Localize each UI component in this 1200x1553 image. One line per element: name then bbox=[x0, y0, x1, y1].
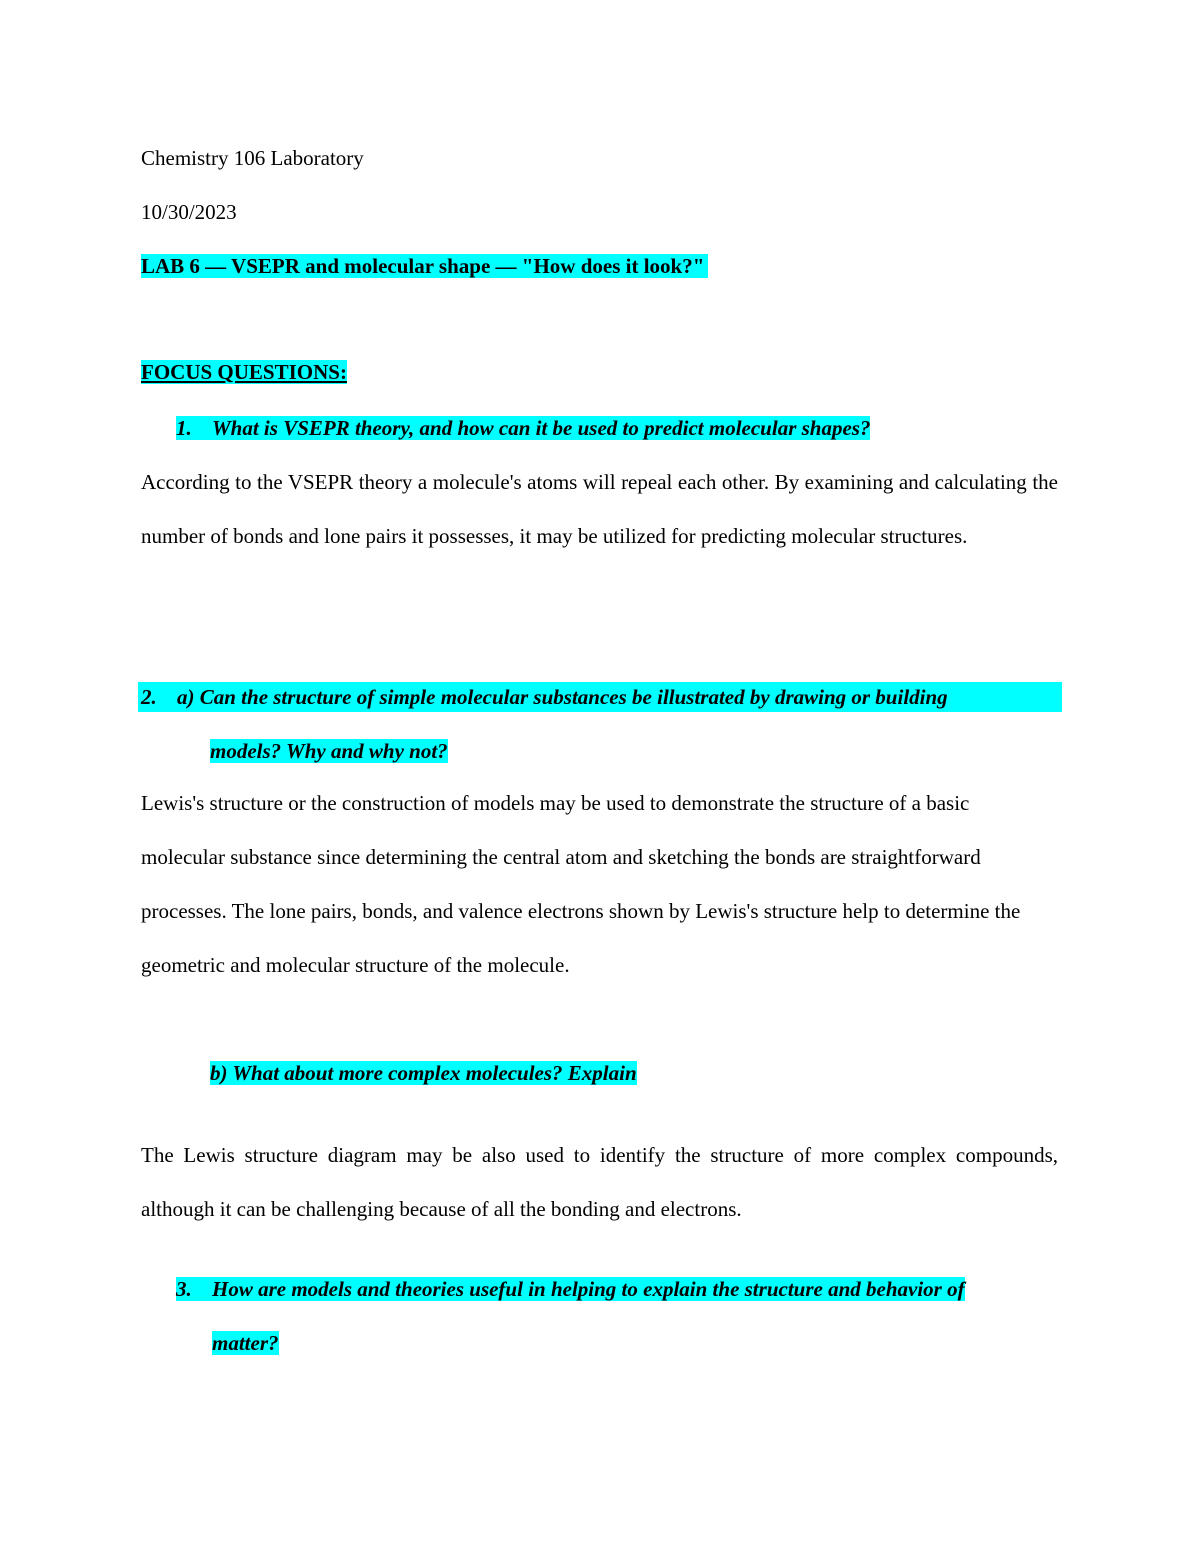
answer-2b: The Lewis structure diagram may be also used to identify the structure of more complex compounds, although it can be challenging because of all the bonding and electrons. bbox=[141, 1143, 1058, 1221]
question-2a-text-2: models? Why and why not? bbox=[210, 739, 448, 763]
question-1-text: What is VSEPR theory, and how can it be used to predict molecular shapes? bbox=[212, 416, 871, 440]
question-1-highlight bbox=[176, 416, 870, 440]
question-2a-text-1: a) Can the structure of simple molecular substances be illustrated by drawing or building bbox=[177, 685, 948, 709]
question-2b-text: b) What about more complex molecules? Explain bbox=[210, 1061, 637, 1085]
lab-title: LAB 6 — VSEPR and molecular shape — "How does it look?" bbox=[141, 254, 708, 278]
focus-heading-line bbox=[141, 359, 347, 385]
answer-1: According to the VSEPR theory a molecule's atoms will repeal each other. By examining and calculating the number of bonds and lone pairs it possesses, it may be utilized for predicting molecular structures. bbox=[141, 470, 1058, 548]
question-2-number: 2. bbox=[141, 685, 157, 709]
question-3-highlight bbox=[176, 1277, 965, 1301]
question-3-text-2: matter? bbox=[212, 1331, 279, 1355]
document-date: 10/30/2023 bbox=[141, 200, 237, 224]
focus-questions-heading: FOCUS QUESTIONS: bbox=[141, 360, 347, 384]
question-1-number: 1. bbox=[176, 416, 192, 440]
question-3-line-1 bbox=[176, 1276, 965, 1302]
question-3-line-2 bbox=[212, 1330, 279, 1356]
lab-title-line bbox=[141, 253, 708, 279]
question-2a-line-1 bbox=[141, 684, 948, 710]
answer-2a: Lewis's structure or the construction of models may be used to demonstrate the structure of a basic molecular substance since determining the central atom and sketching the bonds are straightforward processes. The lone pairs, bonds, and valence electrons shown by Lewis's structure help to determine the geometric and molecular structure of the molecule. bbox=[141, 791, 1021, 977]
question-2b bbox=[210, 1060, 637, 1086]
question-1 bbox=[176, 415, 870, 441]
course-name: Chemistry 106 Laboratory bbox=[141, 146, 364, 170]
question-3-text-1: How are models and theories useful in helping to explain the structure and behavior of bbox=[212, 1277, 965, 1301]
question-3-number: 3. bbox=[176, 1277, 192, 1301]
question-2a-line-2 bbox=[210, 738, 448, 764]
